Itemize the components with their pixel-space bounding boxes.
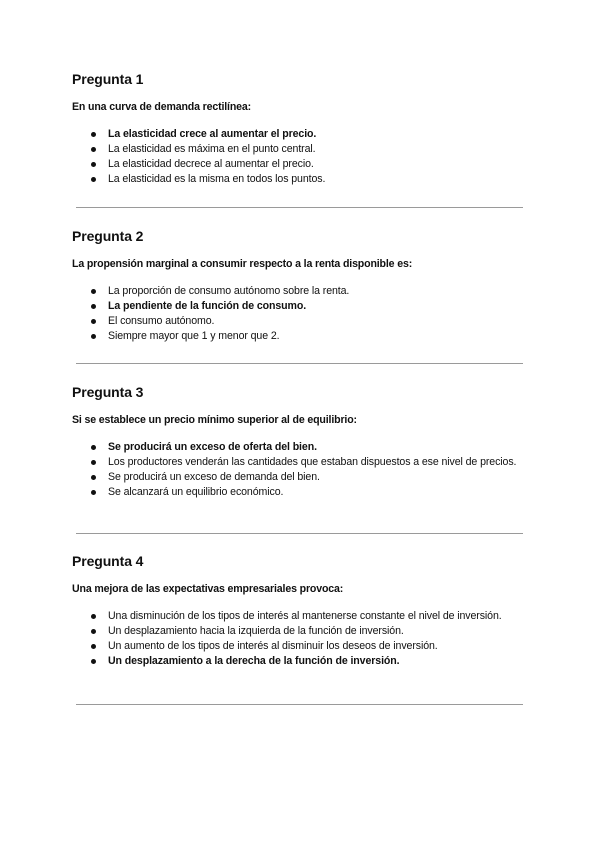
option-text: La elasticidad decrece al aumentar el precio. [108,158,314,170]
question-title: Pregunta 1 [72,71,144,87]
option-text: Los productores venderán las cantidades que estaban dispuestos a ese nivel de precios. [108,456,517,468]
option-text: Siempre mayor que 1 y menor que 2. [108,330,280,342]
option-text: Se producirá un exceso de oferta del bien. [108,441,317,453]
section-divider [76,533,523,534]
option-text: El consumo autónomo. [108,315,215,327]
question-3 [72,384,524,498]
question-prompt: La propensión marginal a consumir respecto a la renta disponible es: [72,258,413,270]
option [72,142,524,157]
bullet-icon [91,304,96,309]
option-text: Se alcanzará un equilibrio económico. [108,486,284,498]
option [72,455,524,470]
option-text: La elasticidad es la misma en todos los puntos. [108,173,326,185]
bullet-icon [91,162,96,167]
bullet-icon [91,644,96,649]
option-correct [72,299,524,314]
option [72,624,524,639]
option-text: La proporción de consumo autónomo sobre la renta. [108,285,350,297]
option-correct [72,440,524,455]
question-title: Pregunta 4 [72,553,144,569]
option-text: Un aumento de los tipos de interés al disminuir los deseos de inversión. [108,640,438,652]
bullet-icon [91,460,96,465]
bullet-icon [91,289,96,294]
option [72,329,524,344]
bullet-icon [91,334,96,339]
bullet-icon [91,475,96,480]
option [72,157,524,172]
option-text: La elasticidad es máxima en el punto central. [108,143,316,155]
option [72,172,524,187]
options-list [72,609,524,669]
bullet-icon [91,147,96,152]
question-4 [72,553,524,667]
options-list [72,284,524,344]
question-prompt: Si se establece un precio mínimo superior al de equilibrio: [72,414,357,426]
bullet-icon [91,629,96,634]
option [72,284,524,299]
option [72,470,524,485]
question-2 [72,228,524,342]
question-title: Pregunta 2 [72,228,144,244]
option-text: Se producirá un exceso de demanda del bien. [108,471,320,483]
section-divider [76,207,523,208]
question-prompt: En una curva de demanda rectilínea: [72,101,252,113]
bullet-icon [91,659,96,664]
question-1 [72,71,524,185]
option [72,314,524,329]
bullet-icon [91,490,96,495]
option-correct [72,654,524,669]
option [72,485,524,500]
option-text: La pendiente de la función de consumo. [108,300,307,312]
option-text: Un desplazamiento a la derecha de la función de inversión. [108,655,400,667]
bullet-icon [91,319,96,324]
options-list [72,127,524,187]
question-prompt: Una mejora de las expectativas empresariales provoca: [72,583,344,595]
option-text: Un desplazamiento hacia la izquierda de la función de inversión. [108,625,404,637]
bullet-icon [91,132,96,137]
bullet-icon [91,614,96,619]
option [72,639,524,654]
bullet-icon [91,445,96,450]
bullet-icon [91,177,96,182]
section-divider [76,704,523,705]
option-text: Una disminución de los tipos de interés al mantenerse constante el nivel de inversión. [108,610,502,622]
question-title: Pregunta 3 [72,384,144,400]
section-divider [76,363,523,364]
option-correct [72,127,524,142]
option [72,609,524,624]
options-list [72,440,524,500]
option-text: La elasticidad crece al aumentar el precio. [108,128,317,140]
